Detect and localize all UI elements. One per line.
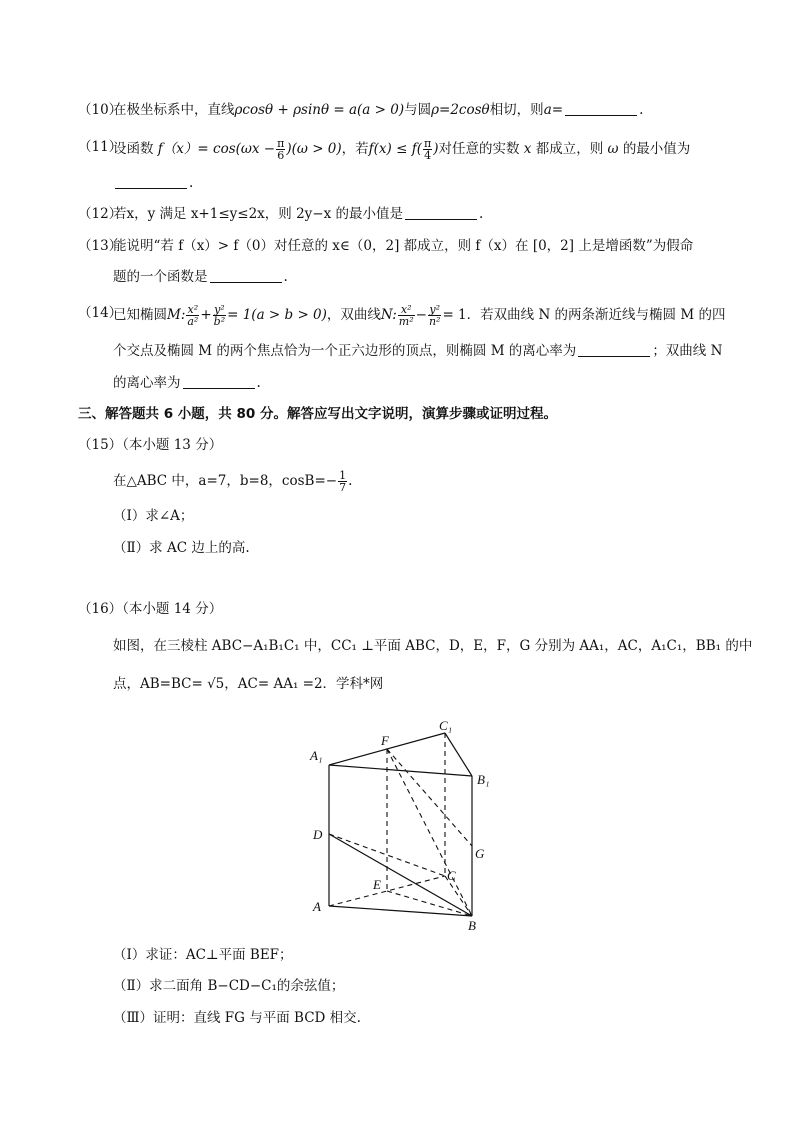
edge-C1B1	[445, 733, 472, 776]
q12-number: （12）	[78, 206, 123, 222]
fraction-x2-m2: $\frac{\text{x²}}{\text{m²}}$	[398, 303, 414, 328]
q12-text: 若x，y 满足 x+1≤y≤2x，则 2y−x 的最小值是	[113, 206, 404, 222]
label-C1: C₁	[439, 718, 453, 733]
label-E: E	[373, 877, 381, 892]
edge-AB	[329, 906, 472, 916]
q11-text: 设函数 f（x）= cos(ωx − $\frac{\pi}{6}$ )(ω > 0)，若f(x) ≤ f( $\frac{\pi}{4}$ )对任意的实数 x 都成立，则 ω 的最小值为	[113, 137, 691, 162]
label-A: A	[313, 899, 321, 914]
label-B: B	[468, 918, 476, 933]
label-B1: B₁	[477, 772, 490, 787]
q10-number: （10）	[78, 102, 123, 118]
q11-number: （11）	[78, 139, 123, 155]
q14-text: 已知椭圆M: $\frac{\text{x²}}{\text{a²}}$ + $\frac{\text{y²}}{\text{b²}}$ = 1(a > b > 0)，双曲线N: $\frac{\text{x²}}{\text{m²}}$ − $\frac{\text{y²}}{\text{n²}}$ = 1．若双曲线 N 的两条渐近线与椭圆 M 的四	[113, 303, 726, 328]
q13-text-line2: 题的一个函数是	[113, 269, 208, 285]
label-D: D	[313, 827, 323, 842]
fraction-pi-4: $\frac{\pi}{4}$	[423, 137, 432, 162]
label-C: C	[447, 868, 456, 883]
fraction-1-7: $\frac{1}{7}$	[339, 469, 347, 494]
q14-answer-blank-1[interactable]	[578, 342, 650, 357]
q13-answer-blank[interactable]	[210, 268, 282, 283]
fraction-y2-b2: $\frac{\text{y²}}{\text{b²}}$	[213, 303, 226, 328]
fraction-pi-6: $\frac{\pi}{6}$	[277, 137, 285, 162]
q13-number: （13）	[78, 238, 123, 254]
q10-answer-blank[interactable]	[565, 101, 637, 116]
fraction-x2-a2: $\frac{\text{x²}}{\text{a²}}$	[187, 303, 199, 328]
label-G: G	[475, 846, 485, 861]
q14-answer-blank-2[interactable]	[183, 374, 255, 389]
q14-number: （14）	[78, 305, 123, 321]
label-F: F	[381, 733, 389, 748]
q10-text: 在极坐标系中，直线ρcosθ + ρsinθ = a(a > 0)与圆ρ=2cosθ相切，则a= .	[113, 102, 644, 118]
fraction-y2-n2: $\frac{\text{y²}}{\text{n²}}$	[428, 303, 441, 328]
q12-answer-blank[interactable]	[405, 205, 477, 220]
q13-text-line1: 能说明“若 f（x）> f（0）对任意的 x∈（0，2] 都成立，则 f（x）在 [0，2] 上是增函数”为假命	[113, 238, 694, 254]
label-A1: A₁	[310, 748, 323, 763]
segment-EB-hidden	[387, 891, 472, 916]
triangular-prism-figure	[300, 718, 500, 933]
q11-answer-blank[interactable]	[115, 174, 187, 189]
